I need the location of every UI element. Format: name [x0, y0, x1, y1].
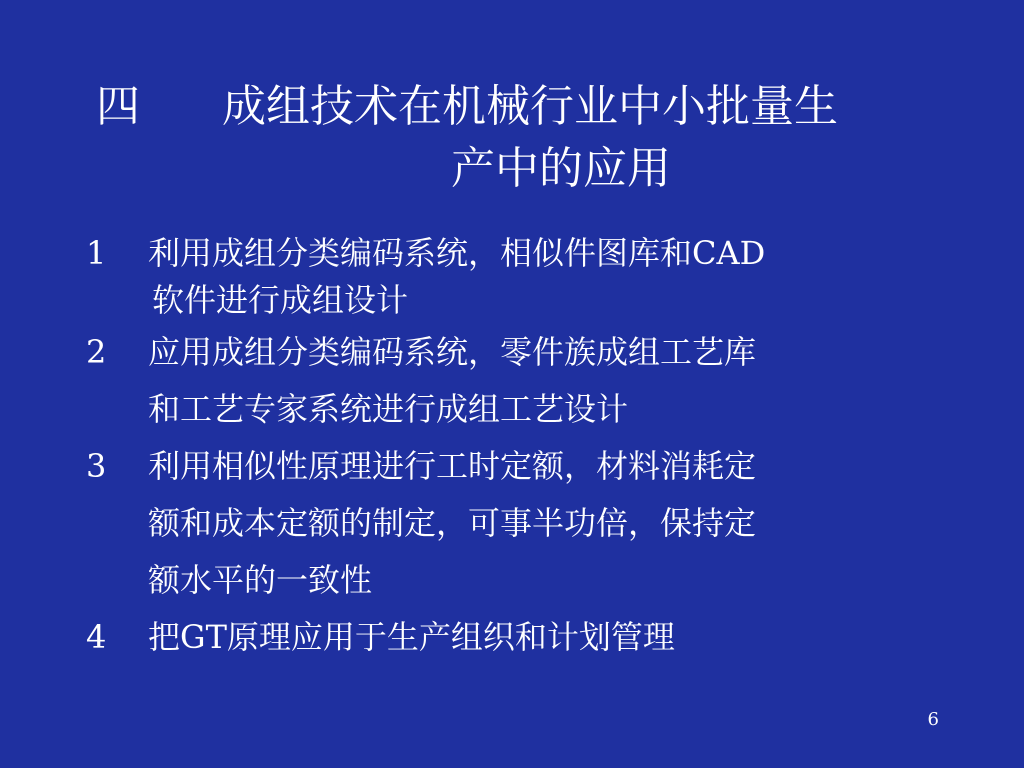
list-item-line: 利用相似性原理进行工时定额，材料消耗定: [148, 447, 757, 485]
list-item-text: [148, 438, 756, 609]
list-item-4: [86, 609, 946, 666]
list-item-line: 利用成组分类编码系统，相似件图库和CAD: [148, 234, 766, 272]
title-section-number: 四: [96, 81, 140, 132]
list-item-number: 4: [86, 618, 107, 656]
list-item-1: [86, 230, 946, 324]
list-item-line: 额和成本定额的制定，可事半功倍，保持定: [148, 504, 757, 542]
numbered-list: [86, 230, 946, 666]
list-item-line: 和工艺专家系统进行成组工艺设计: [148, 390, 629, 428]
list-item-number: 1: [86, 234, 107, 272]
list-item-text: [148, 230, 765, 324]
list-item-text: [148, 609, 675, 666]
list-item-2: [86, 324, 946, 438]
list-item-number: 2: [86, 333, 107, 371]
list-item-line: 软件进行成组设计: [152, 281, 409, 319]
slide-title: [96, 76, 946, 200]
list-item-line: 额水平的一致性: [148, 561, 373, 599]
title-first-line: [96, 76, 946, 138]
title-text-line-2: 产中的应用: [451, 143, 671, 194]
list-item-number: 3: [86, 447, 107, 485]
title-text-line-1: 成组技术在机械行业中小批量生: [222, 81, 838, 132]
list-item-line: 应用成组分类编码系统，零件族成组工艺库: [148, 333, 757, 371]
list-item-line: 把GT原理应用于生产组织和计划管理: [148, 618, 675, 656]
list-item-3: [86, 438, 946, 609]
page-number: 6: [927, 709, 939, 730]
list-item-text: [148, 324, 756, 438]
